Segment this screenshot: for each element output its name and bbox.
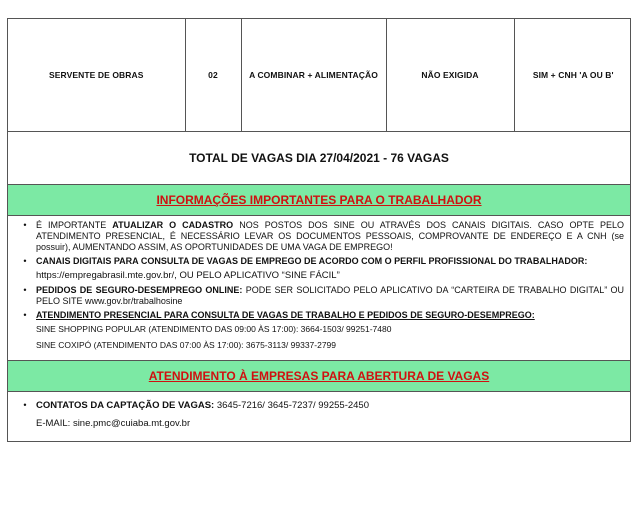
bullet-icon: •	[23, 256, 27, 266]
table-row	[8, 19, 632, 131]
worker-info-heading-band	[8, 184, 630, 216]
company-contacts-section	[8, 392, 630, 441]
requirements-cell: SIM + CNH 'A OU B'	[532, 70, 614, 80]
list-item	[14, 310, 624, 321]
company-email[interactable]: E-MAIL: sine.pmc@cuiaba.mt.gov.br	[36, 418, 191, 429]
bullet-icon: •	[23, 310, 27, 320]
list-item	[14, 400, 624, 412]
contacts-label: CONTATOS DA CAPTAÇÃO DE VAGAS:	[36, 400, 215, 411]
item1-text-pre: É IMPORTANTE	[36, 220, 113, 230]
digital-channels-heading: CANAIS DIGITAIS PARA CONSULTA DE VAGAS DE EMPREGO DE ACORDO COM O PERFIL PROFISSIONAL DO TRABALHADOR:	[36, 256, 588, 266]
company-heading: ATENDIMENTO À EMPRESAS PARA ABERTURA DE VAGAS	[148, 369, 490, 383]
salary-cell: A COMBINAR + ALIMENTAÇÃO	[241, 19, 386, 131]
bullet-icon: •	[23, 220, 27, 230]
unemployment-online-text: PODE SER SOLICITADO PELO APLICATIVO DA “CARTEIRA DE TRABALHO DIGITAL” OU PELO SITE www.gov.br/trabalhosine	[36, 285, 624, 306]
vacancies-cell: 02	[185, 19, 241, 131]
unemployment-online-heading: PEDIDOS DE SEGURO-DESEMPREGO ONLINE:	[36, 285, 243, 295]
job-row-table	[8, 19, 632, 131]
bullet-icon: •	[23, 285, 27, 295]
contacts-value: 3645-7216/ 3645-7237/ 99255-2450	[214, 400, 369, 411]
worker-info-section	[8, 216, 630, 360]
worker-info-heading: INFORMAÇÕES IMPORTANTES PARA O TRABALHADOR	[156, 193, 482, 207]
company-heading-band	[8, 360, 630, 392]
item1-text-bold: ATUALIZAR O CADASTRO	[112, 220, 234, 230]
job-role-cell: SERVENTE DE OBRAS	[8, 19, 185, 131]
item1-text-post: NOS POSTOS DOS SINE OU ATRAVÉS DOS CANAIS DIGITAIS. CASO OPTE PELO ATENDIMENTO PRESENCIAL, É NECESSÁRIO LEVAR OS DOCUMENTOS PESSOAIS, COMPROVANTE DE ENDEREÇO E A CNH (se possuir), AUMENTANDO ASSIM, AS OPORTUNIDADES DE UMA VAGA DE EMPREGO!	[36, 220, 624, 252]
digital-channels-link[interactable]: https://empregabrasil.mte.gov.br/, OU PELO APLICATIVO “SINE FÁCIL”	[36, 270, 340, 281]
in-person-service-heading: ATENDIMENTO PRESENCIAL PARA CONSULTA DE VAGAS DE TRABALHO E PEDIDOS DE SEGURO-DESEMPREGO:	[36, 310, 535, 320]
sine-coxipo-line: SINE COXIPÓ (ATENDIMENTO DAS 07:00 ÀS 17:00): 3675-3113/ 99337-2799	[36, 340, 337, 350]
list-item	[14, 285, 624, 307]
list-item	[14, 220, 624, 253]
job-listing-document	[7, 18, 631, 442]
sine-shopping-popular-line: SINE SHOPPING POPULAR (ATENDIMENTO DAS 09:00 ÀS 17:00): 3664-1503/ 99251-7480	[36, 324, 392, 334]
list-item	[14, 256, 624, 267]
total-vacancies-line: TOTAL DE VAGAS DIA 27/04/2021 - 76 VAGAS	[8, 131, 630, 184]
experience-cell: NÃO EXIGIDA	[386, 19, 514, 131]
bullet-icon: •	[23, 400, 27, 410]
